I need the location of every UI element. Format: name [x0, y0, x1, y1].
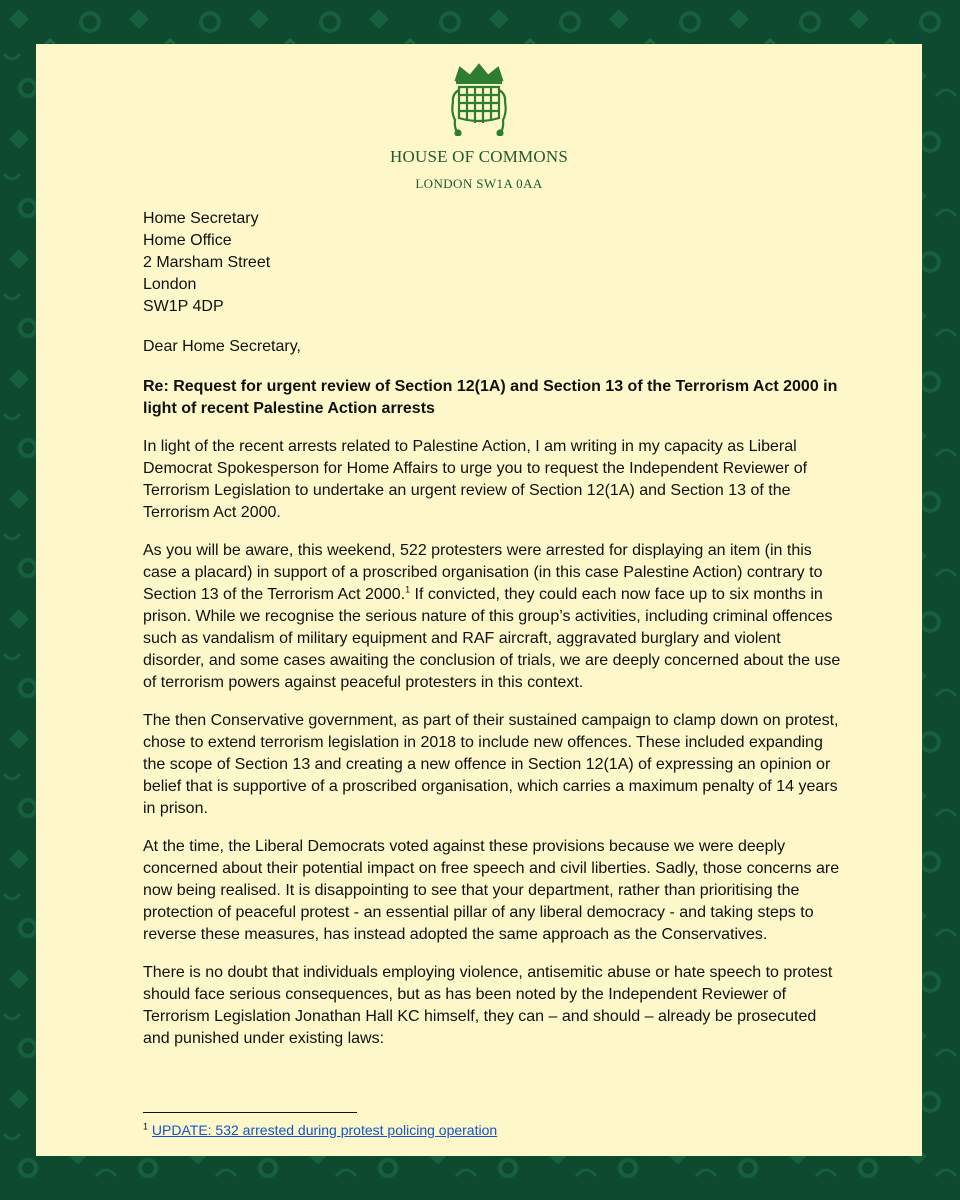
footnote-number: 1 [143, 1121, 149, 1132]
recipient-line: 2 Marsham Street [143, 254, 271, 271]
recipient-line: Home Secretary [143, 210, 259, 227]
paragraph-2-text-a: As you will be aware, this weekend, 522 protesters were arrested for displaying an item (in this case a placard) in support of a proscribed organisation (in this case Palestine Action) contrary to Section 13 of the Terrorism Act 2000. [143, 542, 823, 603]
recipient-line: SW1P 4DP [143, 298, 224, 315]
paragraph-5: There is no doubt that individuals employing violence, antisemitic abuse or hate speech to protest should face serious consequences, but as has been noted by the Independent Reviewer of Terrorism Legislation Jonathan Hall KC himself, they can – and should – already be prosecuted and punished under existing laws: [143, 964, 833, 1047]
paragraph-2-text-b: If convicted, they could each now face up to six months in prison. While we recognise the serious nature of this group’s activities, including criminal offences such as vandalism of military equipment and RAF aircraft, aggravated burglary and violent disorder, and some cases awaiting the conclusion of trials, we are deeply concerned about the use of terrorism powers against peaceful protesters in this context. [143, 586, 841, 691]
recipient-line: Home Office [143, 232, 232, 249]
footnote-link[interactable]: UPDATE: 532 arrested during protest policing operation [151, 1122, 498, 1138]
paragraph-3: The then Conservative government, as part of their sustained campaign to clamp down on protest, chose to extend terrorism legislation in 2018 to include new offences. These included expanding the scope of Section 13 and creating a new offence in Section 12(1A) of expressing an opinion or belief that is supportive of a proscribed organisation, which carries a maximum penalty of 14 years in prison. [143, 712, 839, 817]
paragraph-1: In light of the recent arrests related to Palestine Action, I am writing in my capacity as Liberal Democrat Spokesperson for Home Affairs to urge you to request the Independent Reviewer of Terrorism Legislation to undertake an urgent review of Section 12(1A) and Section 13 of the Terrorism Act 2000. [143, 438, 808, 521]
recipient-line: London [143, 276, 197, 293]
recipient-address [143, 208, 843, 318]
letterhead-organisation: HOUSE OF COMMONS [390, 147, 568, 166]
paragraph-2 [143, 540, 843, 694]
paragraph-4: At the time, the Liberal Democrats voted against these provisions because we were deeply concerned about their potential impact on free speech and civil liberties. Sadly, those concerns are now being realised. It is disappointing to see that your department, rather than prioritising the protection of peaceful protest - an essential pillar of any liberal democracy - and taking steps to reverse these measures, has instead adopted the same approach as the Conservatives. [143, 838, 840, 943]
letter-body [143, 208, 843, 1050]
footnote-reference[interactable]: 1 [405, 584, 411, 595]
letter-paper [36, 44, 922, 1156]
letterhead-address: LONDON SW1A 0AA [415, 176, 543, 191]
salutation: Dear Home Secretary, [143, 338, 301, 355]
subject-line: Re: Request for urgent review of Section 12(1A) and Section 13 of the Terrorism Act 2000 in light of recent Palestine Action arrests [143, 378, 838, 417]
portcullis-crest-icon [446, 62, 512, 136]
footnote-divider [143, 1112, 357, 1113]
footnote [143, 1122, 497, 1138]
